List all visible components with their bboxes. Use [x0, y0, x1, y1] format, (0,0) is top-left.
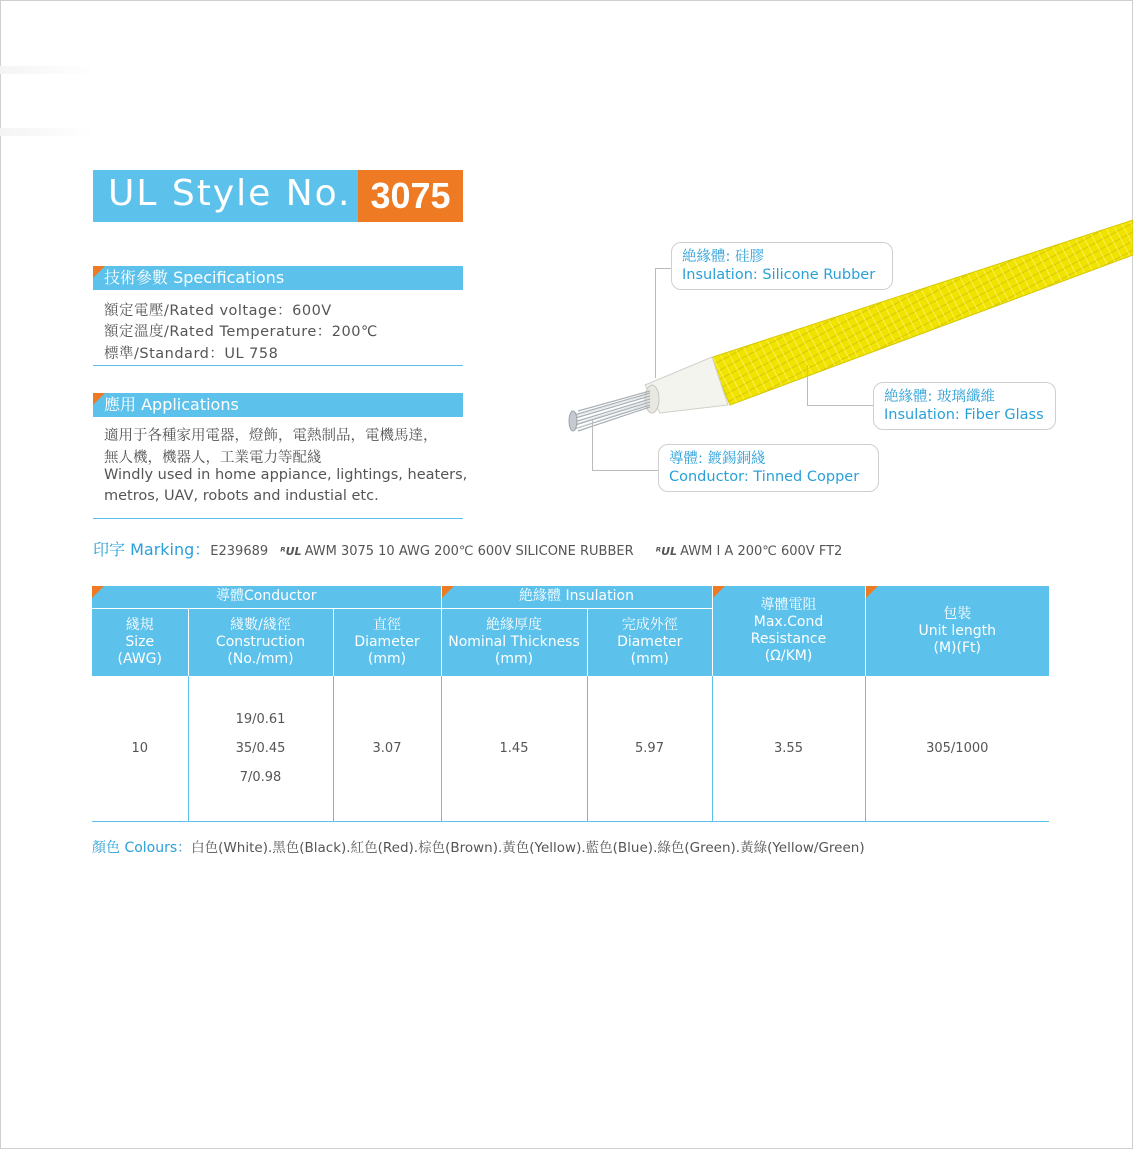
header-resistance: 導體電阻 Max.Cond Resistance (Ω/KM) [712, 586, 865, 676]
leader-line [592, 420, 593, 470]
cell-diameter: 3.07 [333, 676, 441, 822]
corner-accent [92, 586, 104, 598]
header-outer-diameter: 完成外徑 Diameter (mm) [587, 608, 712, 676]
applications-heading [93, 393, 463, 417]
application-line: Windly used in home appiance, lightings, heaters, [104, 467, 468, 483]
leader-line [807, 405, 874, 406]
callout-line: Insulation: Silicone Rubber [682, 267, 876, 283]
cell-resistance: 3.55 [712, 676, 865, 822]
divider [93, 518, 463, 519]
application-line: 適用于各種家用電器，燈飾，電熱制品，電機馬達， [104, 428, 438, 444]
corner-accent [713, 586, 725, 598]
decorative-line [0, 66, 95, 74]
applications-title: 應用 Applications [104, 395, 239, 414]
ul-recognized-icon: ᴿUL [655, 545, 678, 558]
leader-line [655, 268, 656, 378]
cell-construction: 19/0.61 35/0.45 7/0.98 [188, 676, 333, 822]
title-prefix: UL Style No. [108, 173, 352, 214]
marking-label: 印字 Marking： [93, 540, 211, 559]
spec-table [92, 586, 1049, 822]
cell-thickness: 1.45 [441, 676, 587, 822]
spec-standard: 標準/Standard：UL 758 [104, 346, 279, 362]
application-line: 無人機，機器人，工業電力等配綫 [104, 450, 322, 466]
cell-size: 10 [92, 676, 188, 822]
header-thickness: 絶緣厚度 Nominal Thickness (mm) [441, 608, 587, 676]
specifications-title: 技術參數 Specifications [104, 268, 285, 287]
leader-line [592, 470, 658, 471]
marking-text: AWM I A 200℃ 600V FT2 [680, 544, 843, 559]
callout-insulation-silicone [671, 242, 893, 290]
header-size: 綫規 Size (AWG) [92, 608, 188, 676]
colours-label: 顏色 Colours： [92, 840, 192, 856]
callout-conductor [658, 444, 879, 492]
application-line: metros, UAV, robots and industial etc. [104, 488, 379, 504]
leader-line [807, 365, 808, 405]
header-construction: 綫數/綫徑 Construction (No./mm) [188, 608, 333, 676]
marking-file-number: E239689 [210, 544, 269, 559]
callout-line: 絶緣體: 玻璃纖維 [884, 389, 995, 405]
header-unit-length: 包裝 Unit length (M)(Ft) [865, 586, 1049, 676]
colours-list: 白色(White).黑色(Black).紅色(Red).棕色(Brown).黃色(Yellow).藍色(Blue).綠色(Green).黃綠(Yellow/Green) [191, 840, 865, 856]
specifications-heading [93, 266, 463, 290]
header-diameter: 直徑 Diameter (mm) [333, 608, 441, 676]
colours-line [92, 836, 865, 857]
callout-line: Insulation: Fiber Glass [884, 407, 1044, 423]
conductor-strands [571, 391, 650, 431]
leader-line [655, 268, 671, 269]
ul-recognized-icon: ᴿUL [280, 545, 302, 558]
table-row [92, 676, 1049, 822]
divider [93, 365, 463, 366]
marking-line [93, 537, 842, 560]
corner-accent [442, 586, 454, 598]
group-insulation: 絶緣體 Insulation [441, 586, 712, 608]
spec-rated-temperature: 額定溫度/Rated Temperature：200℃ [104, 324, 378, 340]
corner-accent [866, 586, 878, 598]
marking-text: AWM 3075 10 AWG 200℃ 600V SILICONE RUBBER [304, 544, 634, 559]
style-number: 3075 [358, 170, 463, 222]
callout-line: 絶緣體: 硅膠 [682, 249, 764, 265]
callout-line: 導體: 鍍錫銅綫 [669, 451, 766, 467]
spec-rated-voltage: 額定電壓/Rated voltage：600V [104, 303, 332, 319]
decorative-line [0, 128, 95, 136]
group-conductor: 導體Conductor [92, 586, 441, 608]
cell-outer-diameter: 5.97 [587, 676, 712, 822]
cell-unit-length: 305/1000 [865, 676, 1049, 822]
callout-insulation-fiber [873, 382, 1056, 430]
callout-line: Conductor: Tinned Copper [669, 469, 860, 485]
